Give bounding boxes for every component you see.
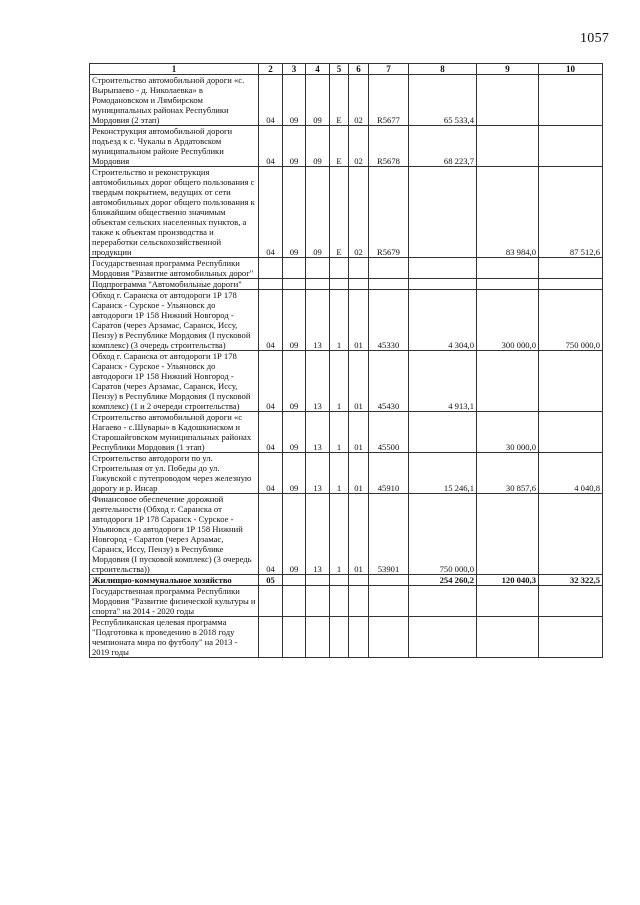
row-target-code-cell: 53901	[369, 494, 409, 575]
header-cell: 7	[369, 64, 409, 75]
row-subsection-cell	[283, 258, 306, 279]
row-amount-year3-cell: 4 040,8	[539, 453, 603, 494]
table-row	[90, 290, 603, 351]
row-subsection-cell: 09	[283, 494, 306, 575]
row-target-code-cell	[369, 586, 409, 617]
row-amount-year2-cell	[477, 617, 539, 658]
header-cell: 4	[306, 64, 330, 75]
row-amount-year2-cell	[477, 494, 539, 575]
row-amount-year3-cell: 750 000,0	[539, 290, 603, 351]
row-subprogram-cell: 1	[330, 351, 349, 412]
row-section-cell	[259, 258, 283, 279]
row-target-code-cell: R5677	[369, 75, 409, 126]
row-amount-year1-cell	[409, 167, 477, 258]
row-amount-year2-cell	[477, 258, 539, 279]
row-amount-year3-cell	[539, 494, 603, 575]
row-name-cell: Обход г. Саранска от автодороги 1Р 178 Саранск - Сурское - Ульяновск до автодороги 1Р 158 Нижний Новгород - Саратов (через Арзамас, Саранск, Иссу, Пензу) в Республике Мордовия (I пусковой комплекс) (1 и 2 очереди строительства)	[90, 351, 259, 412]
row-subsection-cell	[283, 279, 306, 290]
row-name-cell: Государственная программа Республики Мордовия "Развитие физической культуры и спорта" на 2014 - 2020 годы	[90, 586, 259, 617]
row-subsection-cell: 09	[283, 290, 306, 351]
row-name-cell: Обход г. Саранска от автодороги 1Р 178 Саранск - Сурское - Ульяновск до автодороги 1Р 158 Нижний Новгород - Саратов (через Арзамас, Саранск, Иссу, Пензу) в Республике Мордовия (I пусковой комплекс) (3 очередь строительства)	[90, 290, 259, 351]
row-program-cell: 13	[306, 351, 330, 412]
row-target-code-cell	[369, 575, 409, 586]
row-subsection-cell: 09	[283, 351, 306, 412]
row-activity-cell: 01	[349, 412, 369, 453]
table-row	[90, 279, 603, 290]
row-activity-cell	[349, 258, 369, 279]
row-amount-year2-cell	[477, 126, 539, 167]
row-name-cell: Государственная программа Республики Мордовия "Развитие автомобильных дорог"	[90, 258, 259, 279]
row-amount-year3-cell	[539, 412, 603, 453]
row-amount-year2-cell: 300 000,0	[477, 290, 539, 351]
row-amount-year1-cell: 750 000,0	[409, 494, 477, 575]
row-subsection-cell	[283, 617, 306, 658]
row-program-cell	[306, 279, 330, 290]
row-amount-year2-cell: 83 984,0	[477, 167, 539, 258]
row-program-cell: 13	[306, 494, 330, 575]
row-subprogram-cell: Е	[330, 126, 349, 167]
row-amount-year1-cell	[409, 279, 477, 290]
budget-table	[89, 63, 603, 658]
table-body	[90, 75, 603, 658]
row-program-cell: 13	[306, 412, 330, 453]
header-cell: 8	[409, 64, 477, 75]
row-amount-year2-cell	[477, 75, 539, 126]
row-target-code-cell: R5679	[369, 167, 409, 258]
row-subsection-cell: 09	[283, 75, 306, 126]
row-program-cell	[306, 617, 330, 658]
row-activity-cell: 01	[349, 494, 369, 575]
table-row	[90, 494, 603, 575]
row-program-cell: 09	[306, 75, 330, 126]
row-amount-year2-cell: 120 040,3	[477, 575, 539, 586]
row-name-cell: Жилищно-коммунальное хозяйство	[90, 575, 259, 586]
row-subsection-cell	[283, 575, 306, 586]
row-amount-year2-cell	[477, 586, 539, 617]
row-subprogram-cell: 1	[330, 453, 349, 494]
row-subprogram-cell	[330, 279, 349, 290]
row-name-cell: Реконструкция автомобильной дороги подъезд к с. Чукалы в Ардатовском муниципальном районе Республики Мордовия	[90, 126, 259, 167]
table-row	[90, 586, 603, 617]
header-cell: 9	[477, 64, 539, 75]
row-amount-year1-cell: 254 260,2	[409, 575, 477, 586]
row-subprogram-cell	[330, 575, 349, 586]
table-row	[90, 617, 603, 658]
row-amount-year3-cell	[539, 586, 603, 617]
row-target-code-cell: 45910	[369, 453, 409, 494]
row-amount-year2-cell: 30 000,0	[477, 412, 539, 453]
row-amount-year3-cell: 87 512,6	[539, 167, 603, 258]
row-target-code-cell: 45500	[369, 412, 409, 453]
header-cell: 6	[349, 64, 369, 75]
row-activity-cell: 01	[349, 290, 369, 351]
row-amount-year3-cell	[539, 75, 603, 126]
row-name-cell: Строительство автомобильной дороги «с Нагаево - с.Шувары» в Кадошкинском и Старошайговском муниципальных районах Республики Мордовия (1 этап)	[90, 412, 259, 453]
row-subsection-cell	[283, 586, 306, 617]
row-activity-cell	[349, 279, 369, 290]
row-amount-year3-cell	[539, 617, 603, 658]
row-activity-cell: 02	[349, 126, 369, 167]
row-activity-cell: 01	[349, 351, 369, 412]
row-name-cell: Финансовое обеспечение дорожной деятельности (Обход г. Саранска от автодороги 1Р 178 Саранск - Сурское - Ульяновск до автодороги 1Р 158 Нижний Новгород - Саратов (через Арзамас, Саранск, Иссу, Пензу) в Республике Мордовия (I пусковой комплекс) (3 очередь строительства))	[90, 494, 259, 575]
row-amount-year3-cell	[539, 279, 603, 290]
row-target-code-cell: 45430	[369, 351, 409, 412]
row-name-cell: Строительство и реконструкция автомобильных дорог общего пользования с твердым покрытием, ведущих от сети автомобильных дорог общего пользования к ближайшим общественно значимым объектам сельских населенных пунктов, а также к объектам производства и переработки сельскохозяйственной продукции	[90, 167, 259, 258]
row-activity-cell: 01	[349, 453, 369, 494]
row-amount-year2-cell: 30 857,6	[477, 453, 539, 494]
row-section-cell: 04	[259, 494, 283, 575]
row-program-cell	[306, 575, 330, 586]
table-row	[90, 351, 603, 412]
row-section-cell: 04	[259, 167, 283, 258]
row-amount-year2-cell	[477, 351, 539, 412]
row-section-cell: 04	[259, 126, 283, 167]
row-name-cell: Подпрограмма "Автомобильные дороги"	[90, 279, 259, 290]
row-amount-year1-cell	[409, 617, 477, 658]
row-amount-year1-cell: 4 913,1	[409, 351, 477, 412]
page-number: 1057	[580, 31, 610, 46]
row-target-code-cell: R5678	[369, 126, 409, 167]
row-section-cell: 04	[259, 351, 283, 412]
header-cell: 3	[283, 64, 306, 75]
row-program-cell: 09	[306, 167, 330, 258]
row-name-cell: Строительство автомобильной дороги «с. Вырыпаево - д. Николаевка» в Ромодановском и Лямбирском муниципальных районах Республики Мордовия (2 этап)	[90, 75, 259, 126]
row-section-cell	[259, 617, 283, 658]
row-subprogram-cell	[330, 617, 349, 658]
row-name-cell: Строительство автодороги по ул. Строительная от ул. Победы до ул. Гожувской с путепроводом через железную дорогу и р. Инсар	[90, 453, 259, 494]
table-row	[90, 126, 603, 167]
row-amount-year1-cell	[409, 258, 477, 279]
row-name-cell: Республиканская целевая программа "Подготовка к проведению в 2018 году чемпионата мира по футболу" на 2013 - 2019 годы	[90, 617, 259, 658]
row-section-cell: 04	[259, 290, 283, 351]
row-amount-year1-cell: 68 223,7	[409, 126, 477, 167]
row-section-cell	[259, 279, 283, 290]
row-amount-year1-cell: 65 533,4	[409, 75, 477, 126]
table-row	[90, 167, 603, 258]
row-subsection-cell: 09	[283, 412, 306, 453]
row-program-cell	[306, 258, 330, 279]
header-cell: 10	[539, 64, 603, 75]
row-section-cell	[259, 586, 283, 617]
table-row	[90, 453, 603, 494]
row-section-cell: 04	[259, 412, 283, 453]
row-program-cell: 13	[306, 453, 330, 494]
row-amount-year3-cell	[539, 351, 603, 412]
row-program-cell	[306, 586, 330, 617]
table-row	[90, 258, 603, 279]
row-program-cell: 09	[306, 126, 330, 167]
row-section-cell: 04	[259, 75, 283, 126]
row-subprogram-cell: 1	[330, 494, 349, 575]
row-activity-cell	[349, 586, 369, 617]
row-subprogram-cell	[330, 258, 349, 279]
row-subprogram-cell	[330, 586, 349, 617]
row-amount-year1-cell: 15 246,1	[409, 453, 477, 494]
row-section-cell: 04	[259, 453, 283, 494]
row-amount-year1-cell	[409, 586, 477, 617]
row-amount-year2-cell	[477, 279, 539, 290]
header-cell: 1	[90, 64, 259, 75]
row-amount-year1-cell: 4 304,0	[409, 290, 477, 351]
row-subsection-cell: 09	[283, 126, 306, 167]
table-row	[90, 75, 603, 126]
table-row	[90, 412, 603, 453]
row-activity-cell: 02	[349, 75, 369, 126]
row-subsection-cell: 09	[283, 167, 306, 258]
row-amount-year3-cell	[539, 258, 603, 279]
table-row	[90, 575, 603, 586]
row-section-cell: 05	[259, 575, 283, 586]
row-program-cell: 13	[306, 290, 330, 351]
row-activity-cell: 02	[349, 167, 369, 258]
row-subprogram-cell: Е	[330, 167, 349, 258]
table-header	[90, 64, 603, 75]
header-row	[90, 64, 603, 75]
row-target-code-cell	[369, 617, 409, 658]
row-activity-cell	[349, 617, 369, 658]
row-amount-year1-cell	[409, 412, 477, 453]
header-cell: 2	[259, 64, 283, 75]
row-amount-year3-cell	[539, 126, 603, 167]
row-target-code-cell	[369, 258, 409, 279]
row-subprogram-cell: 1	[330, 290, 349, 351]
row-subsection-cell: 09	[283, 453, 306, 494]
row-subprogram-cell: Е	[330, 75, 349, 126]
row-subprogram-cell: 1	[330, 412, 349, 453]
row-target-code-cell	[369, 279, 409, 290]
row-activity-cell	[349, 575, 369, 586]
row-amount-year3-cell: 32 322,5	[539, 575, 603, 586]
row-target-code-cell: 45330	[369, 290, 409, 351]
header-cell: 5	[330, 64, 349, 75]
